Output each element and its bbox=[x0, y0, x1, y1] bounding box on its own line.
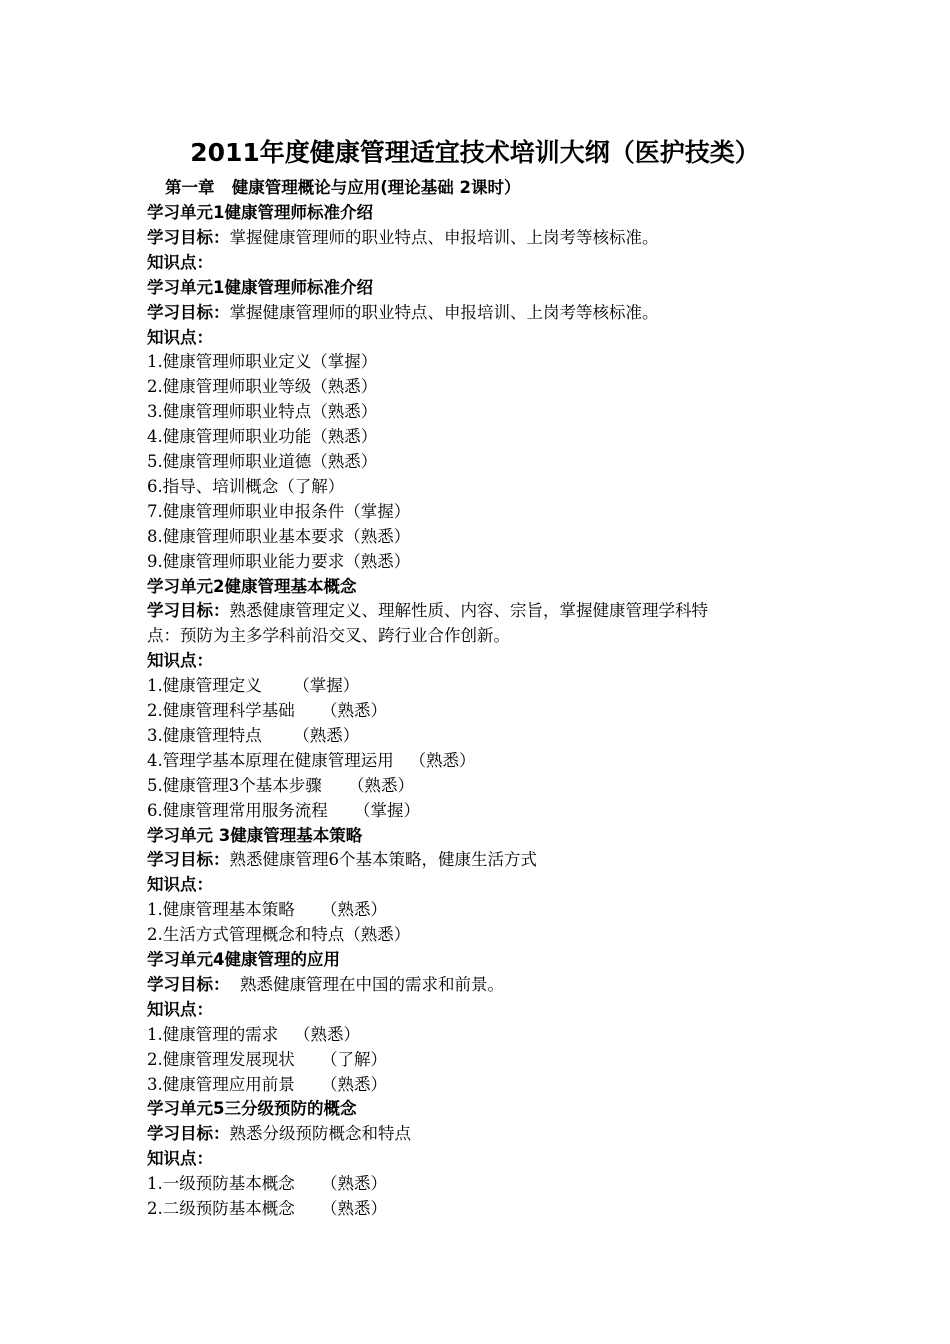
knowledge-item: 2.健康管理科学基础 （熟悉） bbox=[147, 701, 387, 720]
knowledge-item: 2.健康管理师职业等级（熟悉） bbox=[147, 377, 378, 397]
knowledge-item: 7.健康管理师职业申报条件（掌握） bbox=[147, 501, 411, 521]
learning-goal bbox=[147, 847, 537, 872]
unit-heading: 学习单元 3健康管理基本策略 bbox=[147, 825, 363, 845]
knowledge-item: 3.健康管理师职业特点（熟悉） bbox=[147, 402, 378, 422]
knowledge-item: 9.健康管理师职业能力要求（熟悉） bbox=[147, 551, 411, 571]
learning-goal bbox=[147, 1121, 411, 1146]
knowledge-points-label: 知识点： bbox=[147, 875, 213, 895]
knowledge-item: 1.健康管理的需求 （熟悉） bbox=[147, 1024, 360, 1044]
learning-goal-label: 学习目标： bbox=[147, 974, 230, 994]
knowledge-item: 点：预防为主多学科前沿交叉、跨行业合作创新。 bbox=[147, 626, 510, 646]
knowledge-item: 5.健康管理师职业道德（熟悉） bbox=[147, 452, 378, 471]
knowledge-item: 4.健康管理师职业功能（熟悉） bbox=[147, 427, 378, 447]
learning-goal-label: 学习目标： bbox=[147, 850, 230, 870]
learning-goal-text: 熟悉分级预防概念和特点 bbox=[229, 1124, 411, 1144]
unit-heading: 学习单元5三分级预防的概念 bbox=[147, 1099, 357, 1119]
learning-goal-label: 学习目标： bbox=[147, 302, 230, 322]
learning-goal bbox=[147, 225, 659, 250]
knowledge-item: 2.生活方式管理概念和特点（熟悉） bbox=[147, 925, 411, 945]
knowledge-points-label: 知识点： bbox=[147, 252, 213, 272]
knowledge-item: 2.健康管理发展现状 （了解） bbox=[147, 1049, 387, 1069]
knowledge-item: 2.二级预防基本概念 （熟悉） bbox=[147, 1199, 387, 1218]
unit-heading: 学习单元1健康管理师标准介绍 bbox=[147, 203, 373, 222]
knowledge-item: 6.指导、培训概念（了解） bbox=[147, 476, 345, 496]
knowledge-item: 4.管理学基本原理在健康管理运用 （熟悉） bbox=[147, 750, 476, 770]
knowledge-points-label: 知识点： bbox=[147, 1149, 213, 1169]
learning-goal-label: 学习目标： bbox=[147, 601, 230, 621]
learning-goal-label: 学习目标： bbox=[147, 227, 230, 247]
unit-heading: 学习单元1健康管理师标准介绍 bbox=[147, 277, 373, 297]
knowledge-points-label: 知识点： bbox=[147, 999, 213, 1019]
learning-goal-label: 学习目标： bbox=[147, 1124, 230, 1144]
knowledge-item: 8.健康管理师职业基本要求（熟悉） bbox=[147, 526, 411, 546]
document-title: 2011年度健康管理适宜技术培训大纲（医护技类） bbox=[190, 138, 760, 167]
learning-goal-text: 熟悉健康管理定义、理解性质、内容、宗旨，掌握健康管理学科特 bbox=[229, 601, 708, 621]
learning-goal-text: 熟悉健康管理6个基本策略，健康生活方式 bbox=[229, 850, 537, 870]
learning-goal-text: 掌握健康管理师的职业特点、申报培训、上岗考等核标准。 bbox=[229, 302, 659, 322]
learning-goal bbox=[147, 598, 708, 623]
knowledge-item: 1.健康管理基本策略 （熟悉） bbox=[147, 900, 387, 920]
knowledge-item: 1.健康管理定义 （掌握） bbox=[147, 676, 360, 696]
knowledge-item: 6.健康管理常用服务流程 （掌握） bbox=[147, 800, 420, 820]
learning-goal bbox=[147, 300, 659, 325]
knowledge-points-label: 知识点： bbox=[147, 327, 213, 347]
knowledge-item: 3.健康管理应用前景 （熟悉） bbox=[147, 1074, 387, 1094]
knowledge-points-label: 知识点： bbox=[147, 651, 213, 671]
unit-heading: 学习单元2健康管理基本概念 bbox=[147, 576, 357, 596]
learning-goal bbox=[147, 972, 504, 997]
unit-heading: 学习单元4健康管理的应用 bbox=[147, 950, 340, 969]
learning-goal-text: 熟悉健康管理在中国的需求和前景。 bbox=[229, 974, 504, 994]
knowledge-item: 1.一级预防基本概念 （熟悉） bbox=[147, 1174, 387, 1194]
knowledge-item: 5.健康管理3个基本步骤 （熟悉） bbox=[147, 775, 414, 795]
learning-goal-text: 掌握健康管理师的职业特点、申报培训、上岗考等核标准。 bbox=[229, 227, 659, 247]
knowledge-item: 1.健康管理师职业定义（掌握） bbox=[147, 352, 378, 372]
chapter-heading: 第一章 健康管理概论与应用(理论基础 2课时） bbox=[165, 178, 521, 197]
knowledge-item: 3.健康管理特点 （熟悉） bbox=[147, 725, 360, 745]
